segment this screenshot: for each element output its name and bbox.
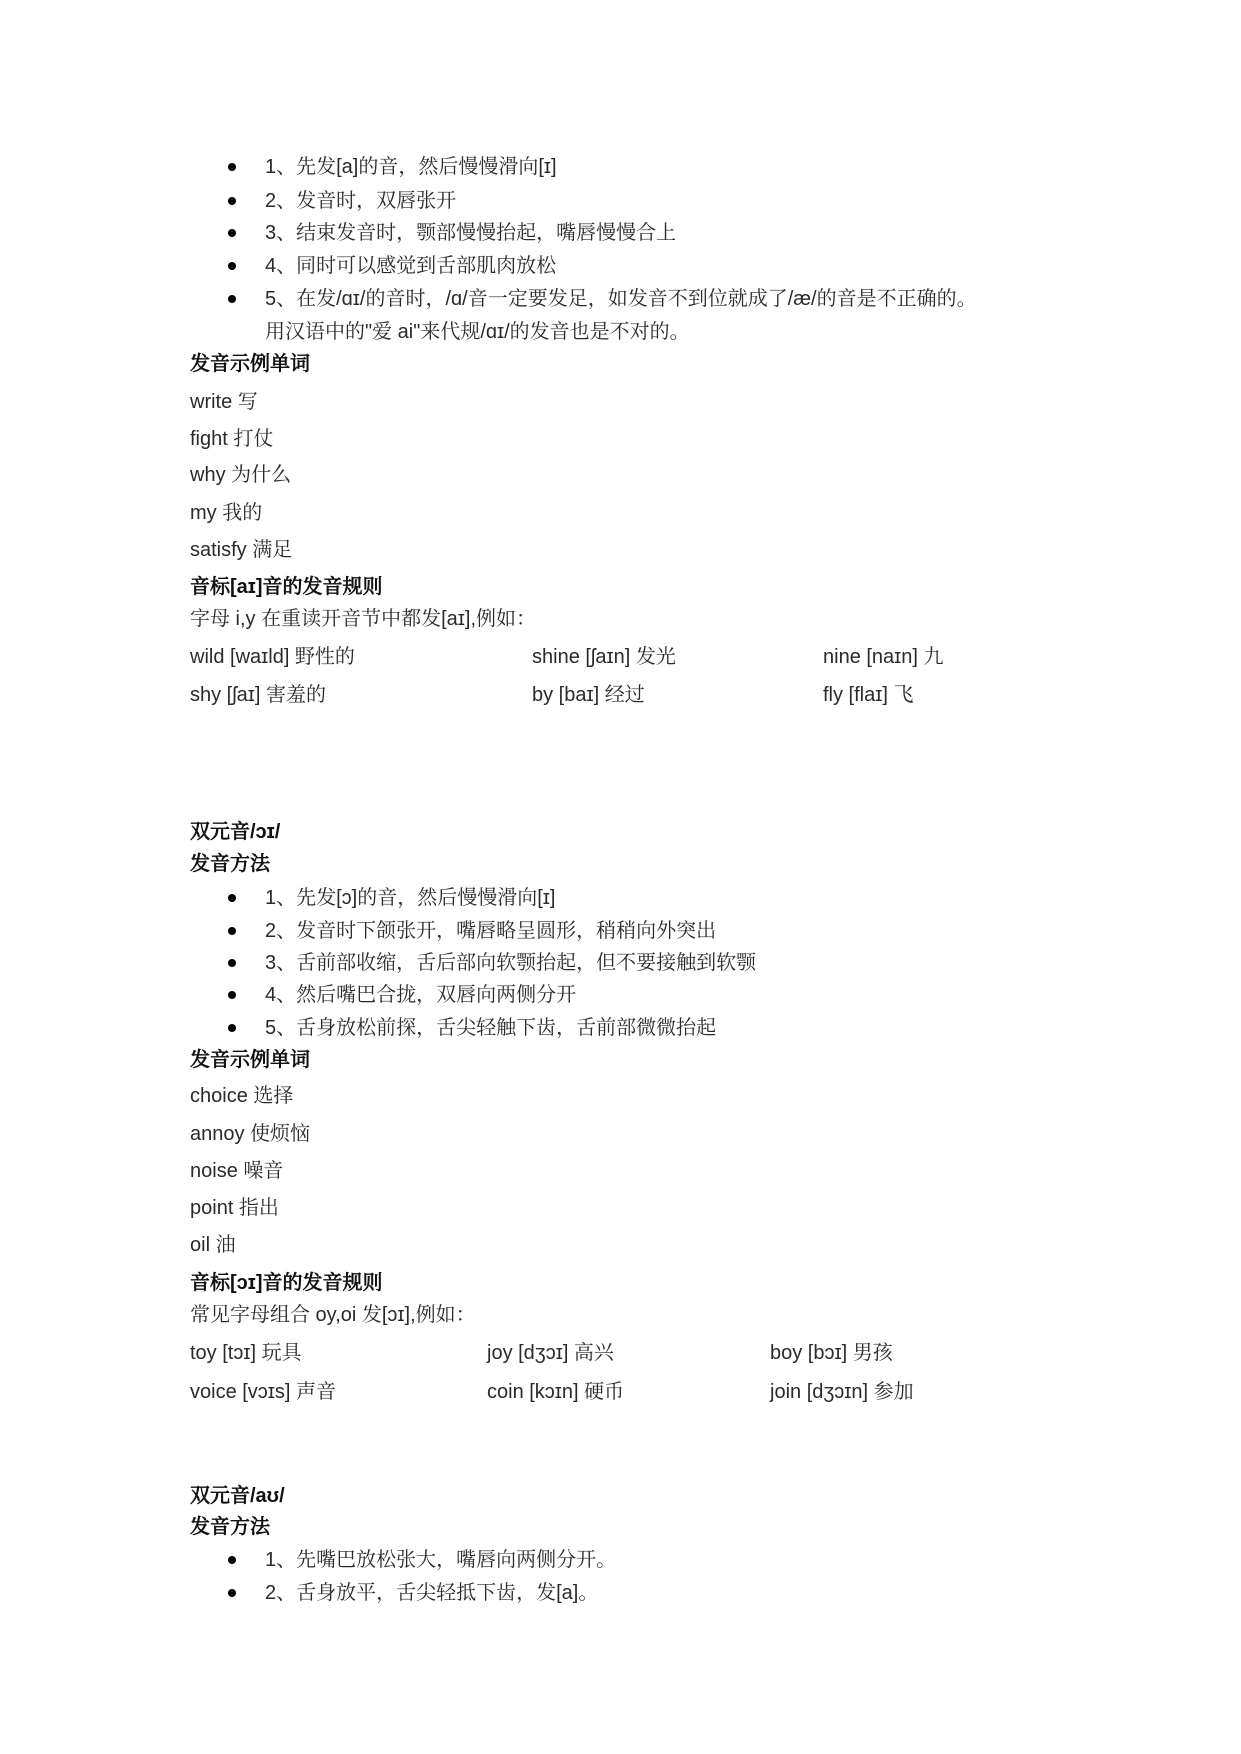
rule-heading: 音标[ɔɪ]音的发音规则 — [190, 1272, 383, 1294]
table-cell: by [baɪ] 经过 — [532, 684, 645, 706]
bullet-icon — [228, 197, 236, 205]
section-title: 双元音/ɔɪ/ — [190, 821, 281, 843]
method-heading: 发音方法 — [190, 853, 270, 875]
bullet-icon — [228, 991, 236, 999]
list-item: 1、先发[a]的音，然后慢慢滑向[ɪ] — [265, 154, 557, 180]
bullet-icon — [228, 959, 236, 967]
table-cell: coin [kɔɪn] 硬币 — [487, 1381, 625, 1403]
table-row — [190, 1340, 1090, 1366]
example-word: fight 打仗 — [190, 428, 274, 450]
examples-heading: 发音示例单词 — [190, 353, 310, 375]
list-item: 2、发音时，双唇张开 — [265, 188, 456, 214]
bullet-icon — [228, 262, 236, 270]
example-word: satisfy 满足 — [190, 539, 293, 561]
list-item: 2、舌身放平，舌尖轻抵下齿，发[a]。 — [265, 1580, 598, 1606]
list-item: 5、舌身放松前探，舌尖轻触下齿，舌前部微微抬起 — [265, 1015, 716, 1041]
table-cell: shine [ʃaɪn] 发光 — [532, 646, 676, 668]
list-item-continuation: 用汉语中的"爱 ai"来代规/ɑɪ/的发音也是不对的。 — [265, 321, 690, 343]
bullet-icon — [228, 163, 236, 171]
list-item: 2、发音时下颌张开，嘴唇略呈圆形，稍稍向外突出 — [265, 918, 716, 944]
example-word: choice 选择 — [190, 1085, 294, 1107]
method-heading: 发音方法 — [190, 1516, 270, 1538]
example-word: write 写 — [190, 391, 258, 413]
rule-intro: 常见字母组合 oy,oi 发[ɔɪ],例如： — [190, 1304, 476, 1326]
example-word: point 指出 — [190, 1197, 279, 1219]
example-word: annoy 使烦恼 — [190, 1123, 311, 1145]
list-item: 3、结束发音时，颚部慢慢抬起，嘴唇慢慢合上 — [265, 220, 676, 246]
bullet-icon — [228, 927, 236, 935]
section-title: 双元音/aʊ/ — [190, 1485, 285, 1507]
bullet-icon — [228, 295, 236, 303]
bullet-icon — [228, 1024, 236, 1032]
bullet-icon — [228, 229, 236, 237]
table-cell: toy [tɔɪ] 玩具 — [190, 1342, 302, 1364]
list-item: 1、先嘴巴放松张大，嘴唇向两侧分开。 — [265, 1547, 616, 1573]
rule-heading: 音标[aɪ]音的发音规则 — [190, 576, 383, 598]
rule-intro: 字母 i,y 在重读开音节中都发[aɪ],例如： — [190, 608, 537, 630]
table-cell: fly [flaɪ] 飞 — [823, 684, 914, 706]
list-item: 5、在发/ɑɪ/的音时，/ɑ/音一定要发足，如发音不到位就成了/æ/的音是不正确的。 — [265, 286, 977, 312]
table-cell: shy [ʃaɪ] 害羞的 — [190, 684, 327, 706]
table-cell: join [dʒɔɪn] 参加 — [770, 1381, 914, 1403]
table-cell: nine [naɪn] 九 — [823, 646, 944, 668]
table-cell: boy [bɔɪ] 男孩 — [770, 1342, 893, 1364]
bullet-icon — [228, 1556, 236, 1564]
table-row — [190, 1379, 1090, 1405]
example-word: oil 油 — [190, 1234, 236, 1256]
bullet-icon — [228, 1589, 236, 1597]
example-word: noise 噪音 — [190, 1160, 284, 1182]
list-item: 3、舌前部收缩，舌后部向软颚抬起，但不要接触到软颚 — [265, 950, 756, 976]
table-cell: wild [waɪld] 野性的 — [190, 646, 355, 668]
table-cell: joy [dʒɔɪ] 高兴 — [487, 1342, 614, 1364]
table-row — [190, 644, 1090, 670]
table-row — [190, 682, 1090, 708]
example-word: why 为什么 — [190, 464, 292, 486]
list-item: 4、然后嘴巴合拢，双唇向两侧分开 — [265, 982, 576, 1008]
bullet-icon — [228, 894, 236, 902]
table-cell: voice [vɔɪs] 声音 — [190, 1381, 337, 1403]
examples-heading: 发音示例单词 — [190, 1049, 310, 1071]
list-item: 1、先发[ɔ]的音，然后慢慢滑向[ɪ] — [265, 885, 555, 911]
list-item: 4、同时可以感觉到舌部肌肉放松 — [265, 253, 556, 279]
example-word: my 我的 — [190, 502, 263, 524]
